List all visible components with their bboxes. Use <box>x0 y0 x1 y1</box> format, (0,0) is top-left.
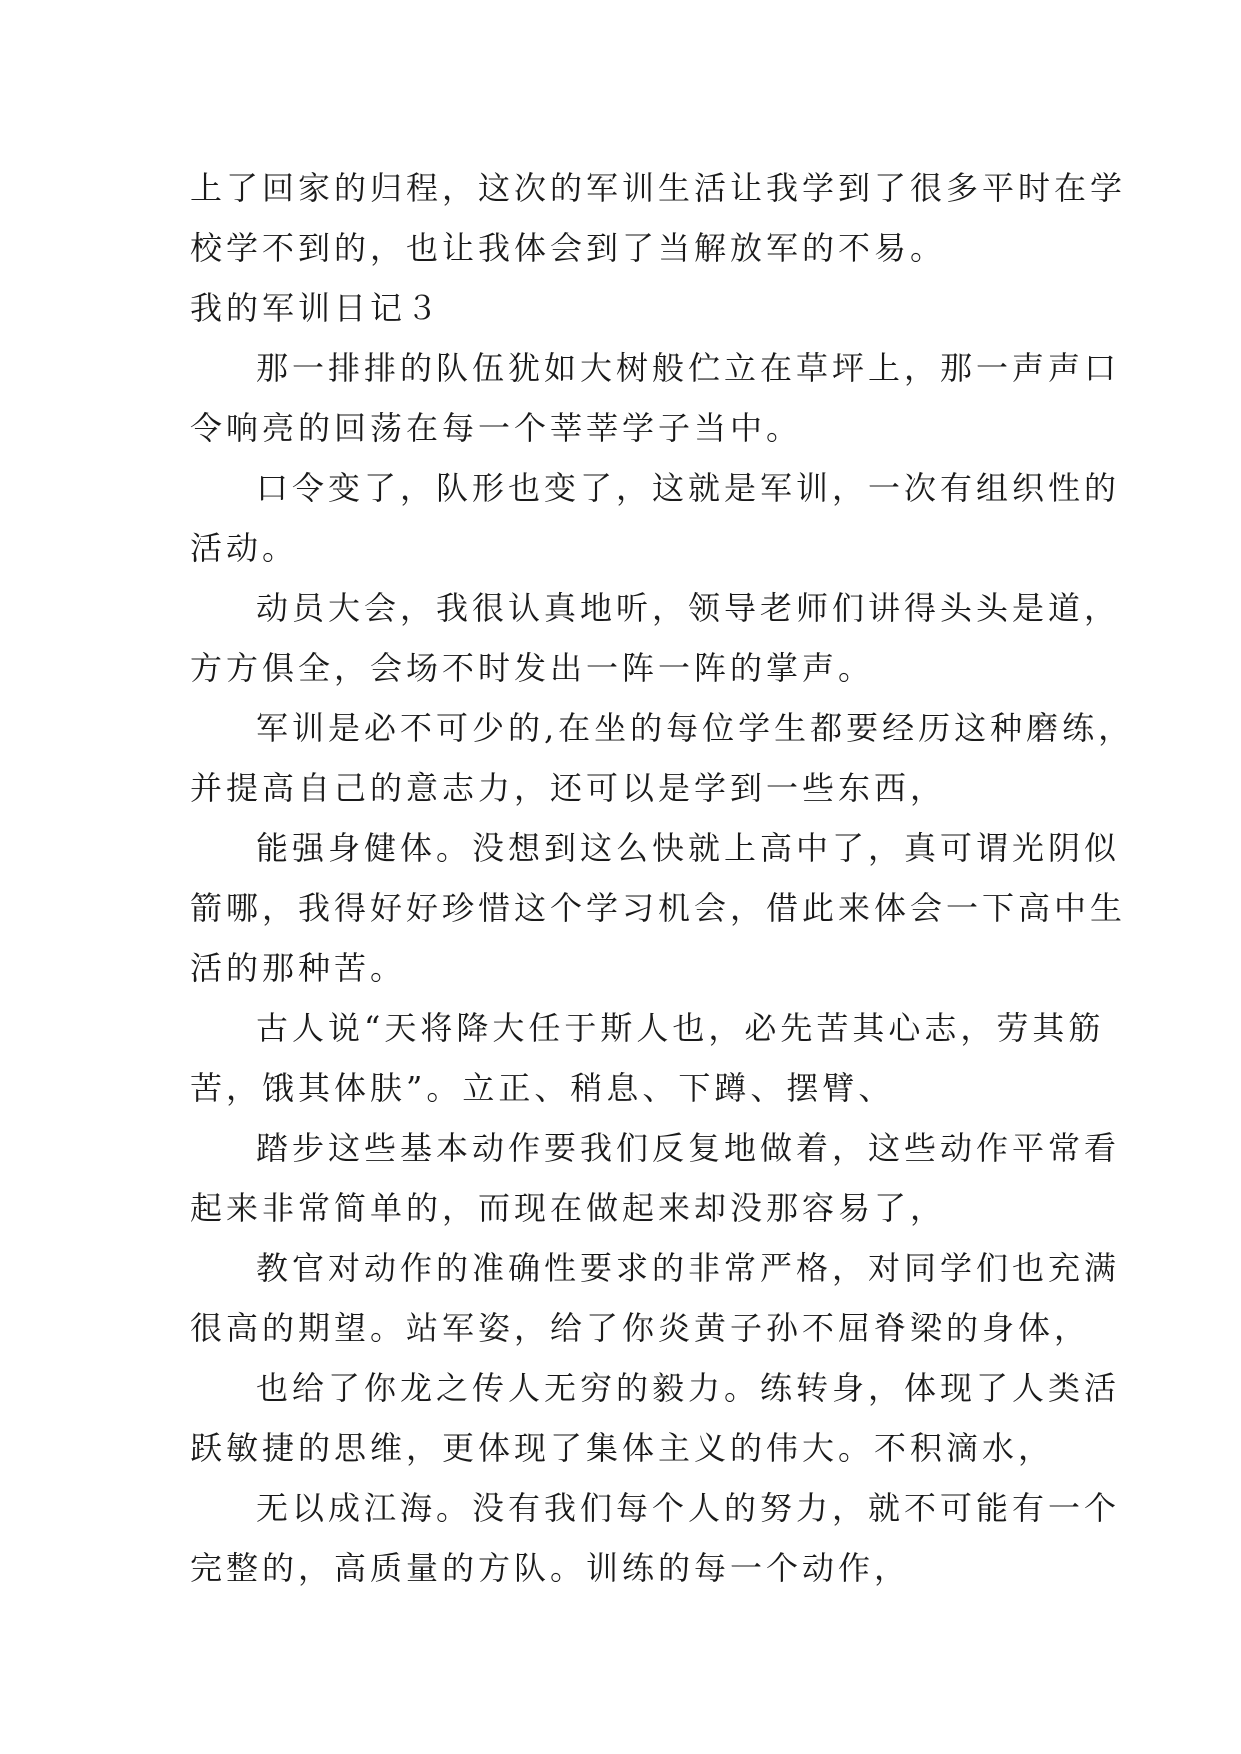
paragraph-first-line: 口令变了，队形也变了，这就是军训，一次有组织性的 <box>256 469 1121 507</box>
paragraph-first-line: 军训是必不可少的,在坐的每位学生都要经历这种磨练， <box>256 709 1135 747</box>
text-line: 很高的期望。站军姿，给了你炎黄子孙不屈脊梁的身体， <box>190 1309 1091 1347</box>
text-line: 箭哪，我得好好珍惜这个学习机会，借此来体会一下高中生 <box>190 889 1127 927</box>
text-line: 并提高自己的意志力，还可以是学到一些东西， <box>190 769 947 807</box>
paragraph-first-line: 也给了你龙之传人无穷的毅力。练转身，体现了人类活 <box>256 1369 1121 1407</box>
text-line: 方方俱全，会场不时发出一阵一阵的掌声。 <box>190 649 875 687</box>
paragraph-first-line: 动员大会，我很认真地听，领导老师们讲得头头是道， <box>256 589 1121 627</box>
text-line: 令响亮的回荡在每一个莘莘学子当中。 <box>190 409 803 447</box>
text-line: 校学不到的，也让我体会到了当解放军的不易。 <box>190 229 947 267</box>
document-page <box>190 158 1135 1598</box>
text-line: 上了回家的归程，这次的军训生活让我学到了很多平时在学 <box>190 169 1127 207</box>
paragraph-first-line: 无以成江海。没有我们每个人的努力，就不可能有一个 <box>256 1489 1121 1527</box>
paragraph-first-line: 踏步这些基本动作要我们反复地做着，这些动作平常看 <box>256 1129 1121 1167</box>
text-line: 活动。 <box>190 529 299 567</box>
text-line: 起来非常简单的，而现在做起来却没那容易了， <box>190 1189 947 1227</box>
text-line: 苦，饿其体肤”。立正、稍息、下蹲、摆臂、 <box>190 1069 895 1107</box>
text-line: 活的那种苦。 <box>190 949 407 987</box>
paragraph-first-line: 教官对动作的准确性要求的非常严格，对同学们也充满 <box>256 1249 1121 1287</box>
text-line: 跃敏捷的思维，更体现了集体主义的伟大。不积滴水， <box>190 1429 1055 1467</box>
section-heading: 我的军训日记３ <box>190 289 443 327</box>
paragraph-first-line: 那一排排的队伍犹如大树般伫立在草坪上，那一声声口 <box>256 349 1121 387</box>
paragraph-first-line: 古人说“天将降大任于斯人也，必先苦其心志，劳其筋 <box>256 1009 1105 1047</box>
text-line: 完整的，高质量的方队。训练的每一个动作， <box>190 1549 911 1587</box>
paragraph-first-line: 能强身健体。没想到这么快就上高中了，真可谓光阴似 <box>256 829 1121 867</box>
